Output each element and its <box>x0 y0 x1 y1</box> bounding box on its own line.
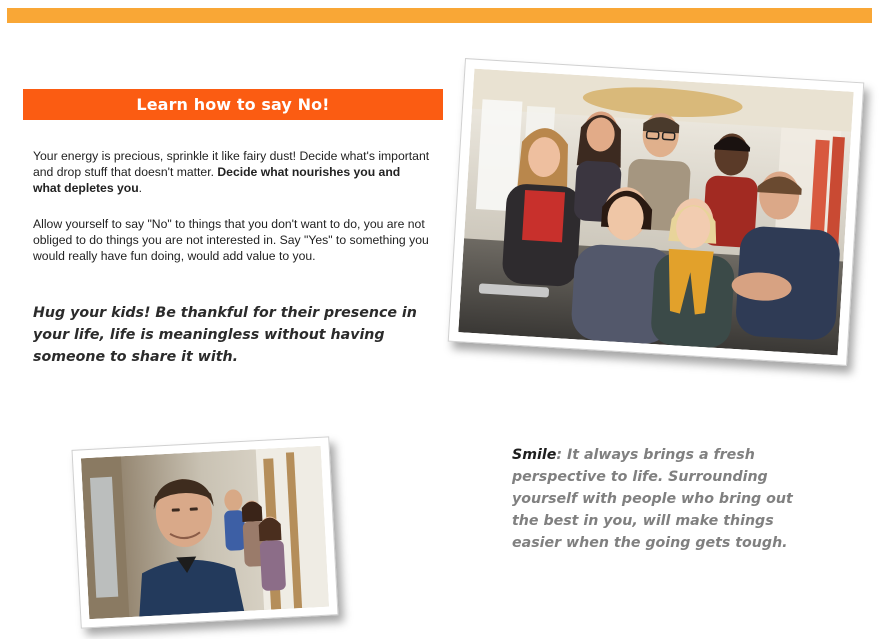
man-photo <box>81 446 329 619</box>
quote-smile <box>512 444 802 554</box>
group-photo-frame <box>448 58 865 366</box>
quote-smile-rest: : It always brings a fresh perspective to life. Surrounding yourself with people who bring out the best in you, will make things easier when the going gets tough. <box>512 447 793 551</box>
quote-smile-lead: Smile <box>512 447 557 463</box>
paragraph-say-no: Allow yourself to say "No" to things that you don't want to do, you are not obliged to do things you are not interested in. Say "Yes" to something you would really have fun doing, would add value to you. <box>33 217 429 263</box>
group-photo <box>458 69 853 356</box>
paragraph-energy <box>33 148 431 196</box>
paragraph-energy-bold: Decide what nourishes you and what depletes you <box>33 165 401 195</box>
section-heading: Learn how to say No! <box>23 89 443 120</box>
man-photo-illustration <box>81 446 329 619</box>
man-photo-frame <box>71 436 338 628</box>
paragraph-energy-end: . <box>138 181 143 195</box>
top-accent-bar <box>7 8 872 23</box>
group-photo-illustration <box>458 69 853 356</box>
quote-hug-kids: Hug your kids! Be thankful for their presence in your life, life is meaningless without having someone to share it with. <box>33 305 417 365</box>
paragraph-energy-text: Your energy is precious, sprinkle it like fairy dust! Decide what's important and drop stuff that doesn't matter. <box>33 149 430 179</box>
